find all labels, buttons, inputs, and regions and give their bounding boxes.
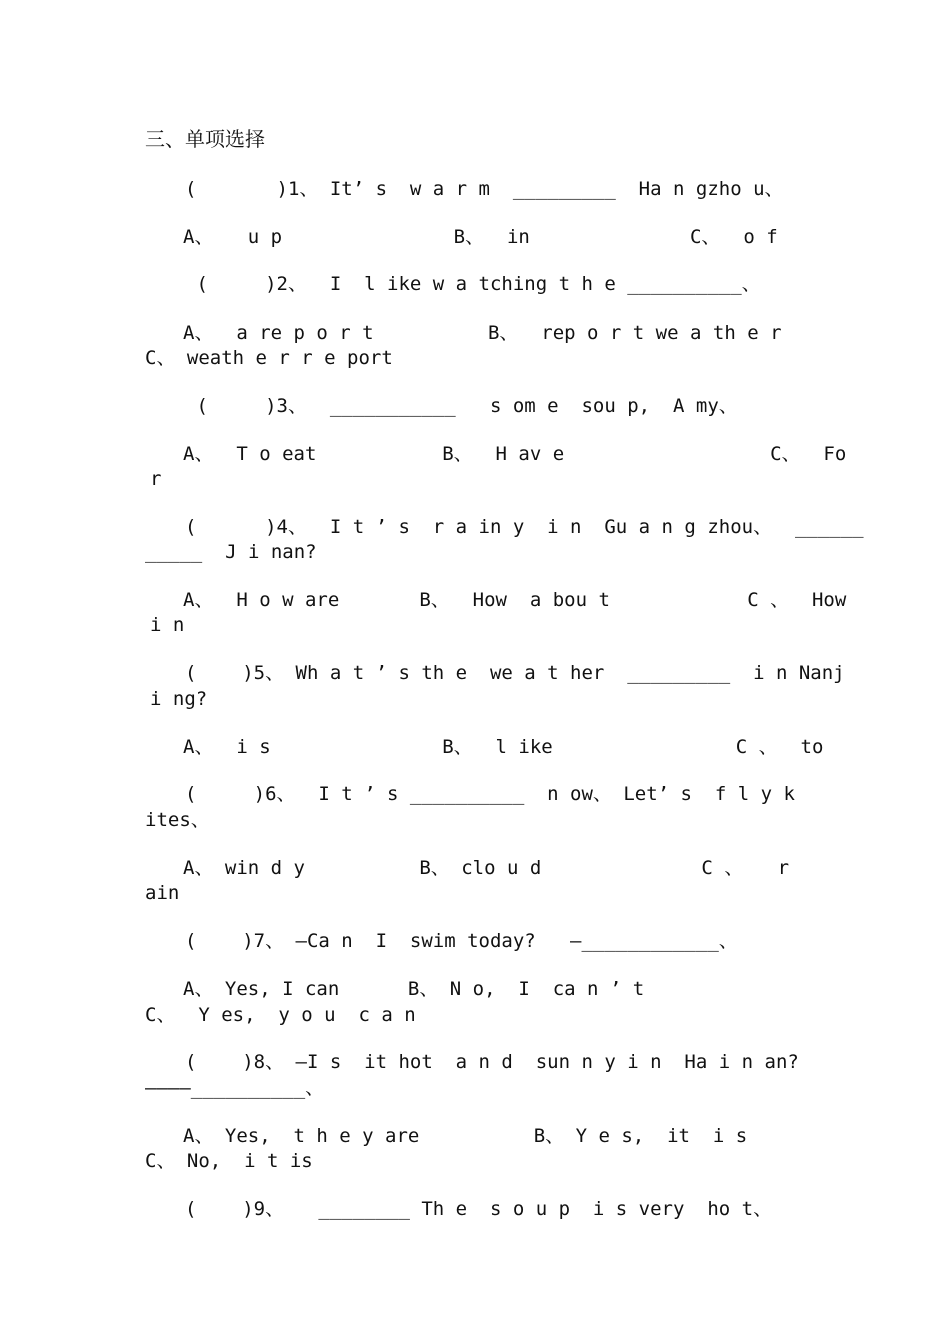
question-6-options-cont: ain bbox=[145, 882, 180, 904]
question-2-options: A、 a re p o r t B、 rep o r t we a th e r bbox=[183, 322, 782, 344]
question-6-stem: ( )6、 I t ’ s __________ n ow、 Let’ s f l y k bbox=[185, 783, 795, 805]
question-8-stem: ( )8、 —I s it hot a n d sun n y i n Ha i n an? bbox=[185, 1051, 799, 1073]
question-6-options: A、 win d y B、 clo u d C 、 r bbox=[183, 857, 790, 879]
question-2-options-cont: C、 weath e r r e port bbox=[145, 347, 393, 369]
question-4-options: A、 H o w are B、 How a bou t C 、 How bbox=[183, 589, 847, 611]
question-5-stem: ( )5、 Wh a t ’ s th e we a t her _________ i n Nanj bbox=[185, 662, 845, 684]
question-5-options: A、 i s B、 l ike C 、 to bbox=[183, 736, 824, 758]
question-8-options-cont: C、 No, i t is bbox=[145, 1150, 313, 1172]
question-3-options: A、 T o eat B、 H av e C、 Fo bbox=[183, 443, 847, 465]
question-1-stem: ( )1、 It’ s w a r m _________ Ha n gzho u、 bbox=[185, 178, 784, 200]
question-6-stem-cont: ites、 bbox=[145, 809, 210, 831]
question-3-options-cont: r bbox=[150, 468, 162, 490]
question-5-stem-cont: i ng? bbox=[150, 688, 208, 710]
question-7-options-cont: C、 Y es, y o u c a n bbox=[145, 1004, 416, 1026]
section-title: 三、单项选择 bbox=[145, 127, 265, 151]
question-9-stem: ( )9、 ________ Th e s o u p i s very ho t、 bbox=[185, 1198, 773, 1220]
question-4-stem-cont: _____ J i nan? bbox=[145, 541, 317, 563]
question-8-stem-cont: ————__________、 bbox=[145, 1077, 325, 1099]
question-3-stem: ( )3、 ___________ s om e sou p, A my、 bbox=[185, 395, 738, 417]
question-7-stem: ( )7、 —Ca n I swim today? —____________、 bbox=[185, 930, 738, 952]
question-7-options: A、 Yes, I can B、 N o, I ca n ’ t bbox=[183, 978, 645, 1000]
question-4-options-cont: i n bbox=[150, 614, 185, 636]
question-1-options: A、 u p B、 in C、 o f bbox=[183, 226, 778, 248]
question-4-stem: ( )4、 I t ’ s r a in y i n Gu a n g zhou、 ______ bbox=[185, 516, 864, 538]
question-2-stem: ( )2、 I l ike w a tching t h e __________、 bbox=[185, 273, 761, 295]
question-8-options: A、 Yes, t h e y are B、 Y e s, it i s bbox=[183, 1125, 748, 1147]
